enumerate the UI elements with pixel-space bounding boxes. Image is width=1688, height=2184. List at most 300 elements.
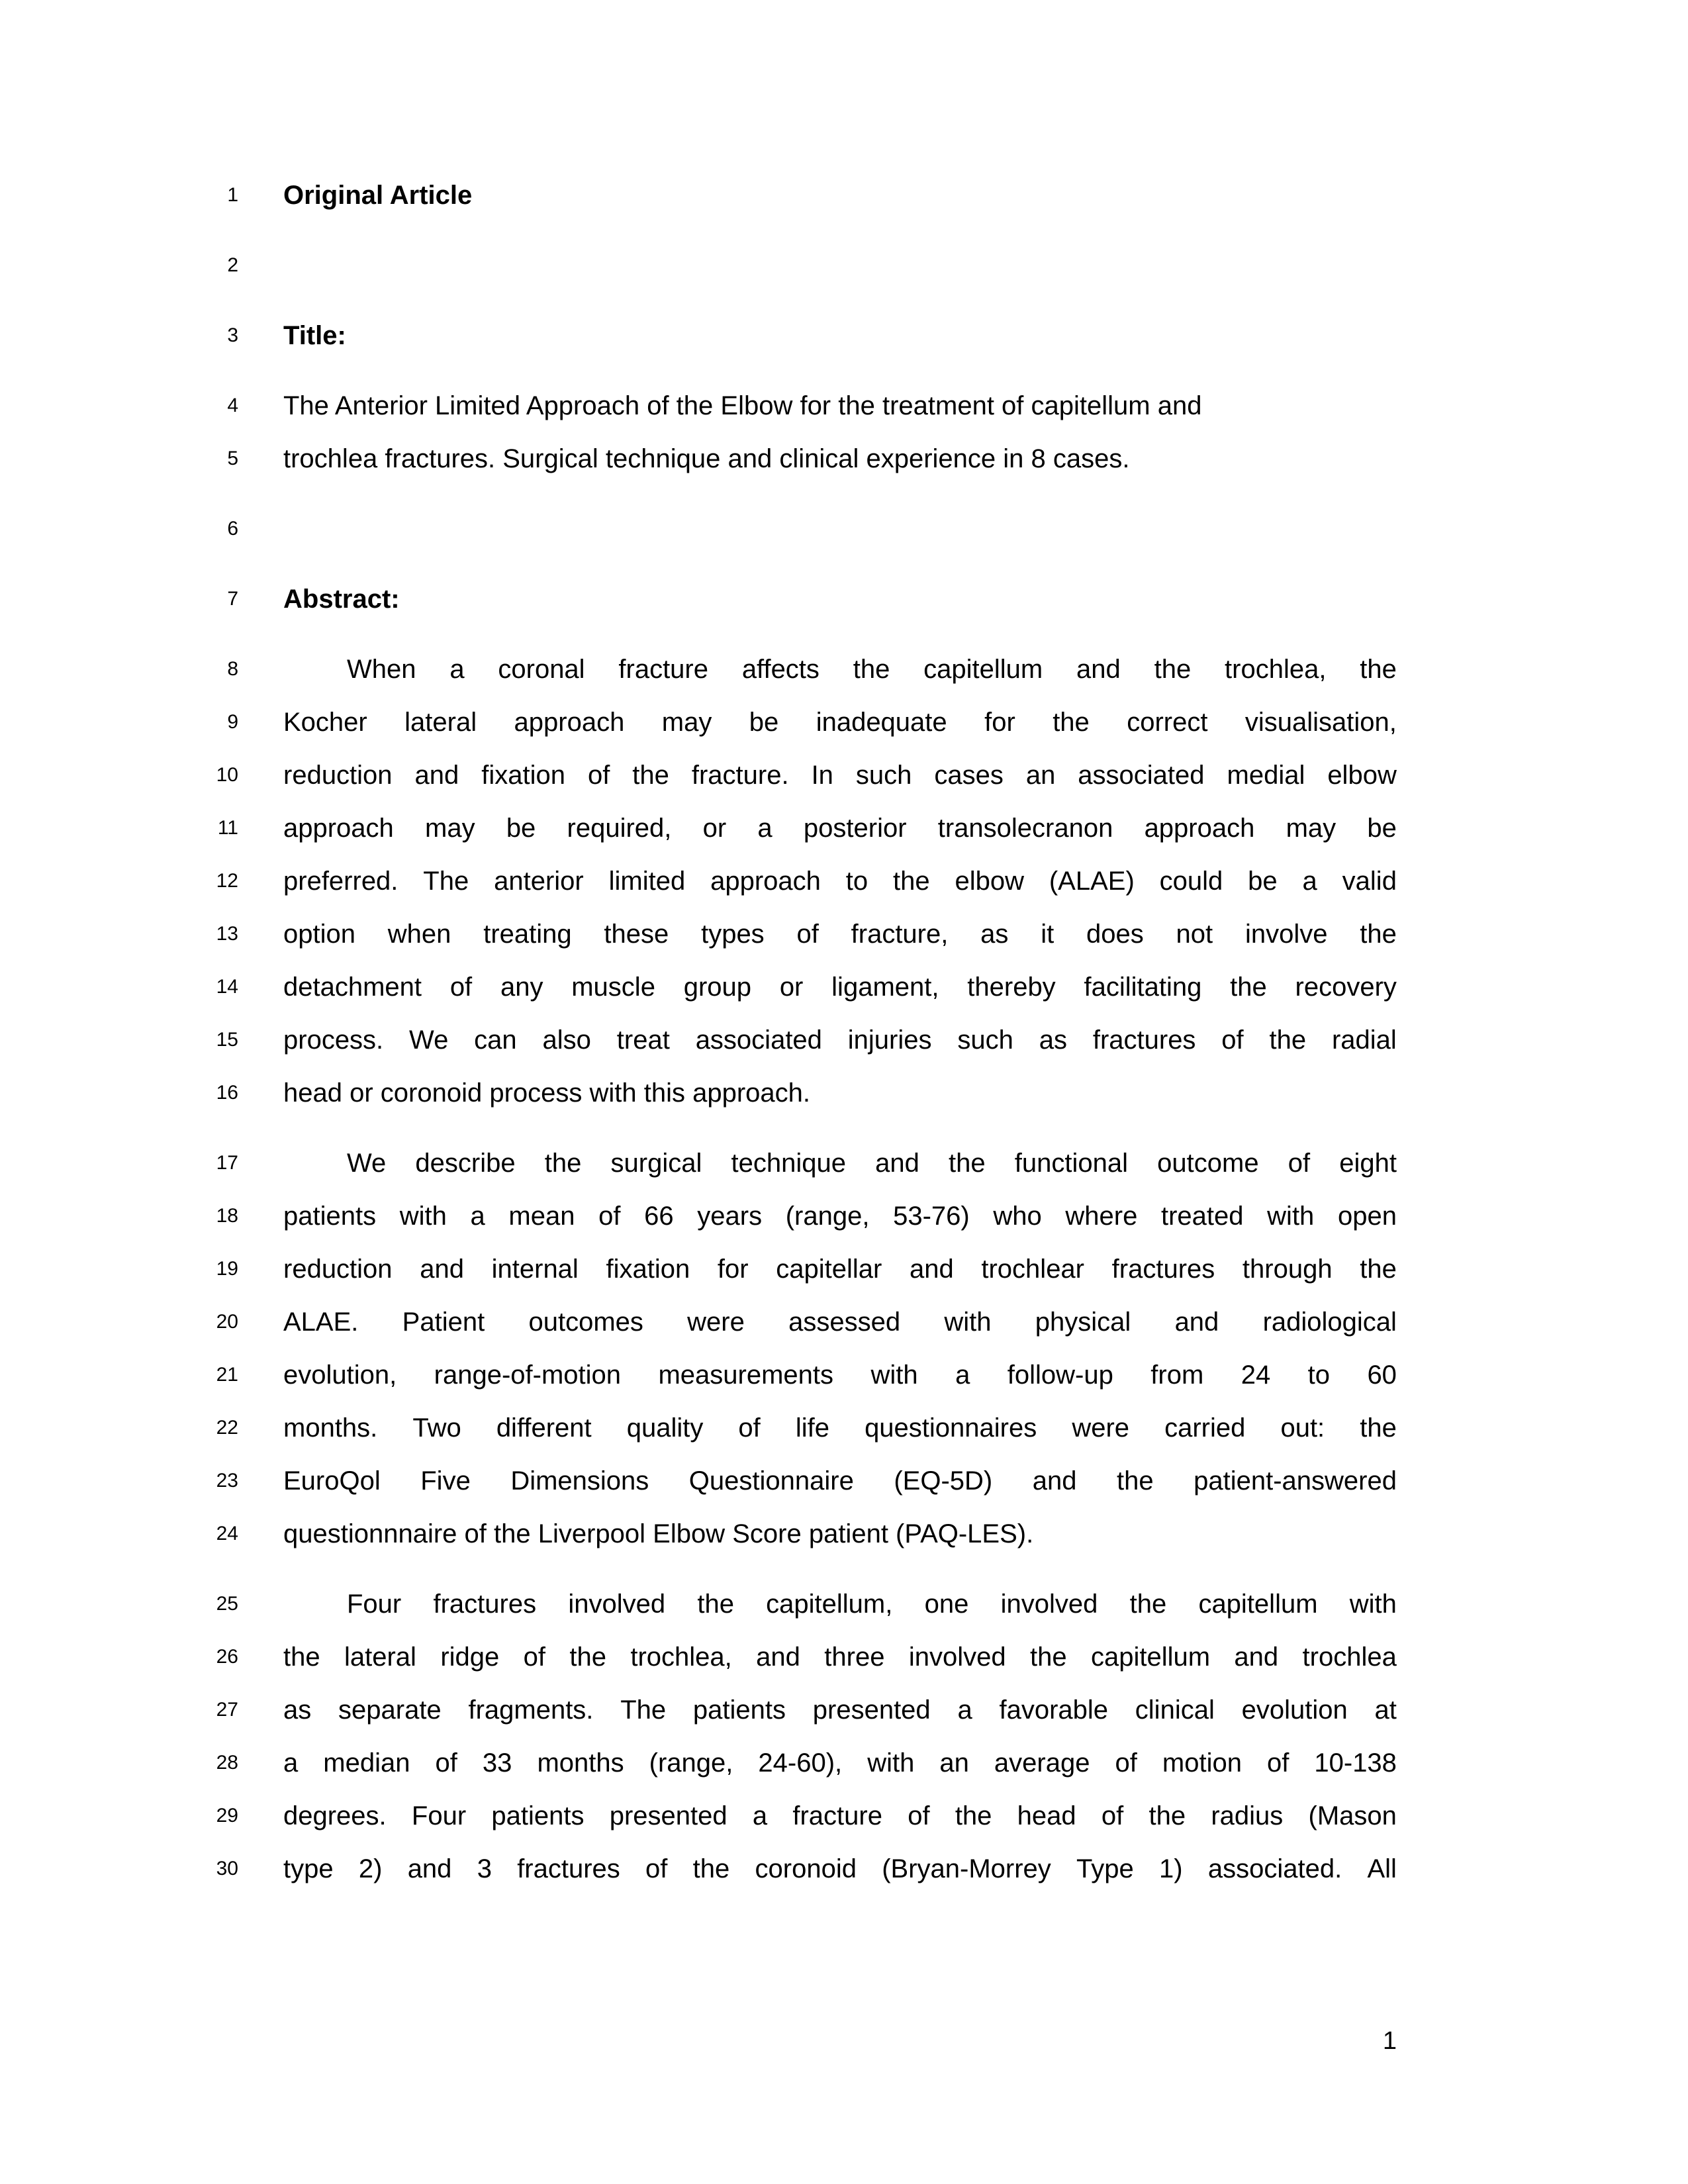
word: 53-76) <box>893 1202 970 1231</box>
word: a <box>757 814 773 843</box>
line-text <box>283 1025 1397 1055</box>
word: of <box>449 973 473 1002</box>
word: carried <box>1164 1413 1246 1443</box>
line-number: 14 <box>216 976 238 998</box>
word: approach <box>1144 814 1255 843</box>
word: months. <box>283 1413 378 1443</box>
line-number: 7 <box>227 588 238 610</box>
word: not <box>1176 920 1213 949</box>
word: required, <box>567 814 672 843</box>
word: fixation <box>606 1255 690 1284</box>
word: presented <box>812 1695 931 1725</box>
line-number: 15 <box>216 1029 238 1051</box>
word: the <box>1129 1590 1167 1619</box>
word: involved <box>908 1642 1006 1672</box>
word: and <box>1076 655 1121 684</box>
line-text: questionnnaire of the Liverpool Elbow Score patient (PAQ-LES). <box>283 1519 1034 1548</box>
word: fragments. <box>468 1695 594 1725</box>
word: patients <box>491 1801 585 1830</box>
word: (Bryan-Morrey <box>882 1854 1051 1883</box>
word: the <box>1269 1025 1307 1055</box>
word: or <box>702 814 727 843</box>
line-number: 20 <box>216 1311 238 1333</box>
word: a <box>752 1801 768 1830</box>
word: Kocher <box>283 708 367 737</box>
word: Four <box>411 1801 467 1830</box>
word: range-of-motion <box>434 1360 622 1390</box>
word: evolution, <box>283 1360 397 1390</box>
word: median <box>323 1748 410 1778</box>
manuscript-line <box>0 1854 1688 1907</box>
word: with <box>870 1360 918 1390</box>
word: 66 <box>644 1202 674 1231</box>
word: fractures <box>517 1854 620 1883</box>
line-text <box>283 919 1397 949</box>
word: radial <box>1331 1025 1397 1055</box>
word: technique <box>731 1149 846 1178</box>
word: presented <box>609 1801 727 1830</box>
word: as <box>980 920 1009 949</box>
line-text <box>283 1413 1397 1443</box>
word: transolecranon <box>937 814 1113 843</box>
manuscript-line <box>0 250 1688 303</box>
word: involve <box>1244 920 1328 949</box>
word: coronoid <box>755 1854 857 1883</box>
word: a <box>955 1360 970 1390</box>
word: with <box>944 1307 992 1337</box>
word: associated <box>1078 761 1205 790</box>
word: an <box>939 1748 969 1778</box>
word: medial <box>1227 761 1305 790</box>
word: and <box>414 761 459 790</box>
line-number: 25 <box>216 1593 238 1615</box>
manuscript-line <box>0 180 1688 233</box>
manuscript-line <box>0 1360 1688 1413</box>
word: to <box>845 867 868 896</box>
line-number: 24 <box>216 1523 238 1544</box>
word: for <box>984 708 1015 737</box>
word: involved <box>1000 1590 1098 1619</box>
word: it <box>1041 920 1055 949</box>
word: trochlea, <box>630 1642 732 1672</box>
word: be <box>749 708 779 737</box>
line-text <box>283 1748 1397 1778</box>
word: visualisation, <box>1244 708 1397 737</box>
word: with <box>867 1748 915 1778</box>
word: could <box>1159 867 1223 896</box>
line-number: 21 <box>216 1364 238 1386</box>
page-number: 1 <box>1382 2027 1397 2055</box>
word: the <box>1116 1466 1154 1496</box>
word: 1) <box>1159 1854 1183 1883</box>
word: 24 <box>1241 1360 1271 1390</box>
word: such <box>855 761 912 790</box>
word: the <box>1149 1801 1186 1830</box>
word: (range, <box>649 1748 733 1778</box>
word: group <box>683 973 752 1002</box>
word: All <box>1367 1854 1397 1883</box>
line-text: Abstract: <box>283 585 400 614</box>
word: Four <box>347 1590 402 1619</box>
word: The <box>620 1695 667 1725</box>
manuscript-line <box>0 1466 1688 1519</box>
word: were <box>1072 1413 1130 1443</box>
word: approach <box>514 708 625 737</box>
word: at <box>1374 1695 1397 1725</box>
word: who <box>993 1202 1042 1231</box>
word: We <box>347 1149 387 1178</box>
word: assessed <box>788 1307 901 1337</box>
word: associated <box>695 1025 822 1055</box>
word: favorable <box>999 1695 1109 1725</box>
word: fracture <box>792 1801 882 1830</box>
word: treat <box>616 1025 670 1055</box>
word: patients <box>692 1695 786 1725</box>
manuscript-line <box>0 1254 1688 1307</box>
line-text <box>283 1695 1397 1725</box>
word: preferred. <box>283 867 399 896</box>
line-text <box>283 1360 1397 1390</box>
word: associated. <box>1207 1854 1342 1883</box>
word: when <box>387 920 451 949</box>
word: elbow <box>1327 761 1397 790</box>
word: Type <box>1076 1854 1134 1883</box>
word: fractures <box>1111 1255 1215 1284</box>
word: patient-answered <box>1194 1466 1397 1496</box>
word: and <box>756 1642 800 1672</box>
word: separate <box>338 1695 442 1725</box>
manuscript-line <box>0 1695 1688 1748</box>
word: as <box>1039 1025 1067 1055</box>
word: fracture. <box>691 761 789 790</box>
word: treating <box>483 920 572 949</box>
manuscript-line <box>0 320 1688 373</box>
word: trochlea, <box>1225 655 1327 684</box>
line-text <box>283 866 1397 896</box>
manuscript-line <box>0 813 1688 866</box>
word: process. <box>283 1025 384 1055</box>
word: or <box>779 973 804 1002</box>
manuscript-line <box>0 972 1688 1025</box>
line-text <box>283 972 1397 1002</box>
line-number: 5 <box>227 448 238 469</box>
manuscript-line <box>0 514 1688 567</box>
manuscript-line <box>0 1748 1688 1801</box>
word: of <box>738 1413 761 1443</box>
word: the <box>1230 973 1267 1002</box>
word: be <box>506 814 536 843</box>
word: radius <box>1211 1801 1284 1830</box>
word: motion <box>1162 1748 1242 1778</box>
word: 3 <box>477 1854 492 1883</box>
word: 10-138 <box>1314 1748 1397 1778</box>
word: measurements <box>658 1360 834 1390</box>
line-number: 1 <box>227 184 238 206</box>
word: 33 <box>482 1748 512 1778</box>
word: capitellum <box>1198 1590 1318 1619</box>
word: the <box>632 761 669 790</box>
word: and <box>420 1255 464 1284</box>
line-number: 17 <box>216 1152 238 1174</box>
manuscript-line <box>0 919 1688 972</box>
word: a <box>283 1748 299 1778</box>
word: the <box>1029 1642 1067 1672</box>
word: In <box>811 761 833 790</box>
word: coronal <box>498 655 585 684</box>
word: be <box>1367 814 1397 843</box>
word: clinical <box>1135 1695 1215 1725</box>
line-number: 16 <box>216 1082 238 1104</box>
word: with <box>1267 1202 1315 1231</box>
word: Two <box>412 1413 461 1443</box>
manuscript-line <box>0 1519 1688 1572</box>
word: When <box>347 655 416 684</box>
word: outcome <box>1157 1149 1259 1178</box>
word: Patient <box>402 1307 485 1337</box>
word: life <box>795 1413 829 1443</box>
word: (Mason <box>1308 1801 1397 1830</box>
word: may <box>661 708 712 737</box>
word: thereby <box>967 973 1056 1002</box>
manuscript-line <box>0 1413 1688 1466</box>
word: any <box>500 973 543 1002</box>
manuscript-line <box>0 584 1688 637</box>
line-number: 2 <box>227 254 238 276</box>
word: degrees. <box>283 1801 387 1830</box>
word: one <box>924 1590 969 1619</box>
word: EuroQol <box>283 1466 381 1496</box>
word: of <box>908 1801 930 1830</box>
word: type <box>283 1854 334 1883</box>
line-text <box>283 1854 1397 1884</box>
word: the <box>892 867 930 896</box>
word: trochlea <box>1302 1642 1397 1672</box>
line-text <box>283 1801 1397 1831</box>
word: approach <box>283 814 394 843</box>
line-text: trochlea fractures. Surgical technique and clinical experience in 8 cases. <box>283 444 1130 473</box>
word: limited <box>608 867 686 896</box>
line-text <box>283 1466 1397 1496</box>
manuscript-line <box>0 1201 1688 1254</box>
line-number: 23 <box>216 1470 238 1492</box>
word: head <box>1017 1801 1076 1830</box>
word: option <box>283 920 355 949</box>
manuscript-line <box>0 444 1688 497</box>
word: of <box>587 761 610 790</box>
word: The <box>423 867 469 896</box>
word: the <box>697 1590 734 1619</box>
line-number: 3 <box>227 324 238 346</box>
word: follow-up <box>1007 1360 1113 1390</box>
word: such <box>957 1025 1013 1055</box>
manuscript-line <box>0 1801 1688 1854</box>
word: of <box>598 1202 621 1231</box>
word: mean <box>508 1202 575 1231</box>
line-number: 9 <box>227 711 238 733</box>
word: Five <box>420 1466 471 1496</box>
word: elbow <box>955 867 1024 896</box>
line-text <box>283 1642 1397 1672</box>
word: (range, <box>785 1202 870 1231</box>
word: facilitating <box>1084 973 1202 1002</box>
word: ALAE. <box>283 1307 359 1337</box>
word: can <box>474 1025 517 1055</box>
word: and <box>1174 1307 1219 1337</box>
word: the <box>1360 655 1397 684</box>
word: a <box>470 1202 485 1231</box>
word: with <box>1349 1590 1397 1619</box>
line-text: The Anterior Limited Approach of the Elbow for the treatment of capitellum and <box>283 391 1202 420</box>
word: ligament, <box>831 973 939 1002</box>
word: of <box>796 920 819 949</box>
word: capitellum <box>923 655 1043 684</box>
word: 24-60), <box>758 1748 843 1778</box>
word: cases <box>934 761 1004 790</box>
word: and <box>407 1854 452 1883</box>
word: muscle <box>571 973 655 1002</box>
word: surgical <box>610 1149 702 1178</box>
word: and <box>875 1149 919 1178</box>
word: fixation <box>481 761 565 790</box>
word: average <box>994 1748 1090 1778</box>
manuscript-line <box>0 707 1688 760</box>
word: open <box>1337 1202 1397 1231</box>
word: 2) <box>358 1854 383 1883</box>
line-number: 12 <box>216 870 238 892</box>
word: and <box>909 1255 954 1284</box>
word: the <box>1360 920 1397 949</box>
word: different <box>496 1413 592 1443</box>
word: with <box>399 1202 447 1231</box>
word: and <box>1032 1466 1077 1496</box>
manuscript-line <box>0 391 1688 444</box>
word: the <box>955 1801 992 1830</box>
word: reduction <box>283 1255 393 1284</box>
manuscript-line <box>0 1642 1688 1695</box>
word: Dimensions <box>510 1466 649 1496</box>
word: of <box>523 1642 545 1672</box>
line-text <box>283 654 1397 685</box>
word: the <box>569 1642 606 1672</box>
word: of <box>1101 1801 1124 1830</box>
line-number: 11 <box>217 817 238 839</box>
line-text: Title: <box>283 321 346 350</box>
line-number: 10 <box>216 764 238 786</box>
manuscript-line <box>0 1025 1688 1078</box>
word: through <box>1242 1255 1333 1284</box>
word: from <box>1150 1360 1204 1390</box>
word: lateral <box>404 708 477 737</box>
word: (ALAE) <box>1049 867 1135 896</box>
word: be <box>1248 867 1278 896</box>
word: of <box>1115 1748 1137 1778</box>
word: internal <box>491 1255 579 1284</box>
word: to <box>1307 1360 1330 1390</box>
line-text <box>283 707 1397 737</box>
word: the <box>1360 1255 1397 1284</box>
line-number: 13 <box>216 923 238 945</box>
word: anterior <box>494 867 584 896</box>
word: the <box>692 1854 730 1883</box>
word: as <box>283 1695 312 1725</box>
word: capitellum <box>1090 1642 1211 1672</box>
word: quality <box>626 1413 704 1443</box>
word: fractures <box>1092 1025 1196 1055</box>
word: types <box>701 920 765 949</box>
word: and <box>1234 1642 1279 1672</box>
word: an <box>1025 761 1056 790</box>
word: lateral <box>344 1642 416 1672</box>
line-number: 19 <box>216 1258 238 1280</box>
word: also <box>542 1025 591 1055</box>
word: months <box>537 1748 624 1778</box>
line-text <box>283 1589 1397 1619</box>
word: the <box>544 1149 582 1178</box>
line-number: 28 <box>216 1752 238 1774</box>
line-number: 6 <box>227 518 238 540</box>
line-number: 22 <box>216 1417 238 1439</box>
word: these <box>604 920 669 949</box>
word: inadequate <box>816 708 947 737</box>
manuscript-line <box>0 654 1688 707</box>
line-number: 8 <box>227 658 238 680</box>
word: may <box>425 814 475 843</box>
word: involved <box>568 1590 666 1619</box>
manuscript-line <box>0 1307 1688 1360</box>
line-text <box>283 1201 1397 1231</box>
word: the <box>1154 655 1192 684</box>
word: radiological <box>1262 1307 1397 1337</box>
word: outcomes <box>528 1307 643 1337</box>
line-number: 30 <box>216 1858 238 1879</box>
line-number: 26 <box>216 1646 238 1668</box>
word: injuries <box>847 1025 932 1055</box>
manuscript-line <box>0 1078 1688 1131</box>
word: 60 <box>1367 1360 1397 1390</box>
word: evolution <box>1241 1695 1348 1725</box>
word: out: <box>1280 1413 1325 1443</box>
word: posterior <box>803 814 907 843</box>
word: fracture <box>618 655 708 684</box>
word: for <box>717 1255 749 1284</box>
word: capitellar <box>776 1255 882 1284</box>
word: of <box>645 1854 668 1883</box>
line-number: 18 <box>216 1205 238 1227</box>
line-text <box>283 813 1397 843</box>
line-number: 4 <box>227 395 238 416</box>
word: a <box>957 1695 972 1725</box>
word: a <box>1302 867 1317 896</box>
word: of <box>1288 1149 1311 1178</box>
word: eight <box>1339 1149 1397 1178</box>
manuscript-line <box>0 866 1688 919</box>
word: of <box>1221 1025 1244 1055</box>
word: valid <box>1342 867 1397 896</box>
word: questionnaires <box>865 1413 1037 1443</box>
word: may <box>1286 814 1336 843</box>
word: does <box>1086 920 1144 949</box>
line-number: 27 <box>216 1699 238 1721</box>
line-text <box>283 1148 1397 1178</box>
line-text <box>283 760 1397 790</box>
manuscript-line <box>0 760 1688 813</box>
word: Questionnaire <box>688 1466 854 1496</box>
word: detachment <box>283 973 422 1002</box>
line-text: Original Article <box>283 181 473 210</box>
word: approach <box>710 867 821 896</box>
word: years <box>697 1202 763 1231</box>
line-text <box>283 1254 1397 1284</box>
